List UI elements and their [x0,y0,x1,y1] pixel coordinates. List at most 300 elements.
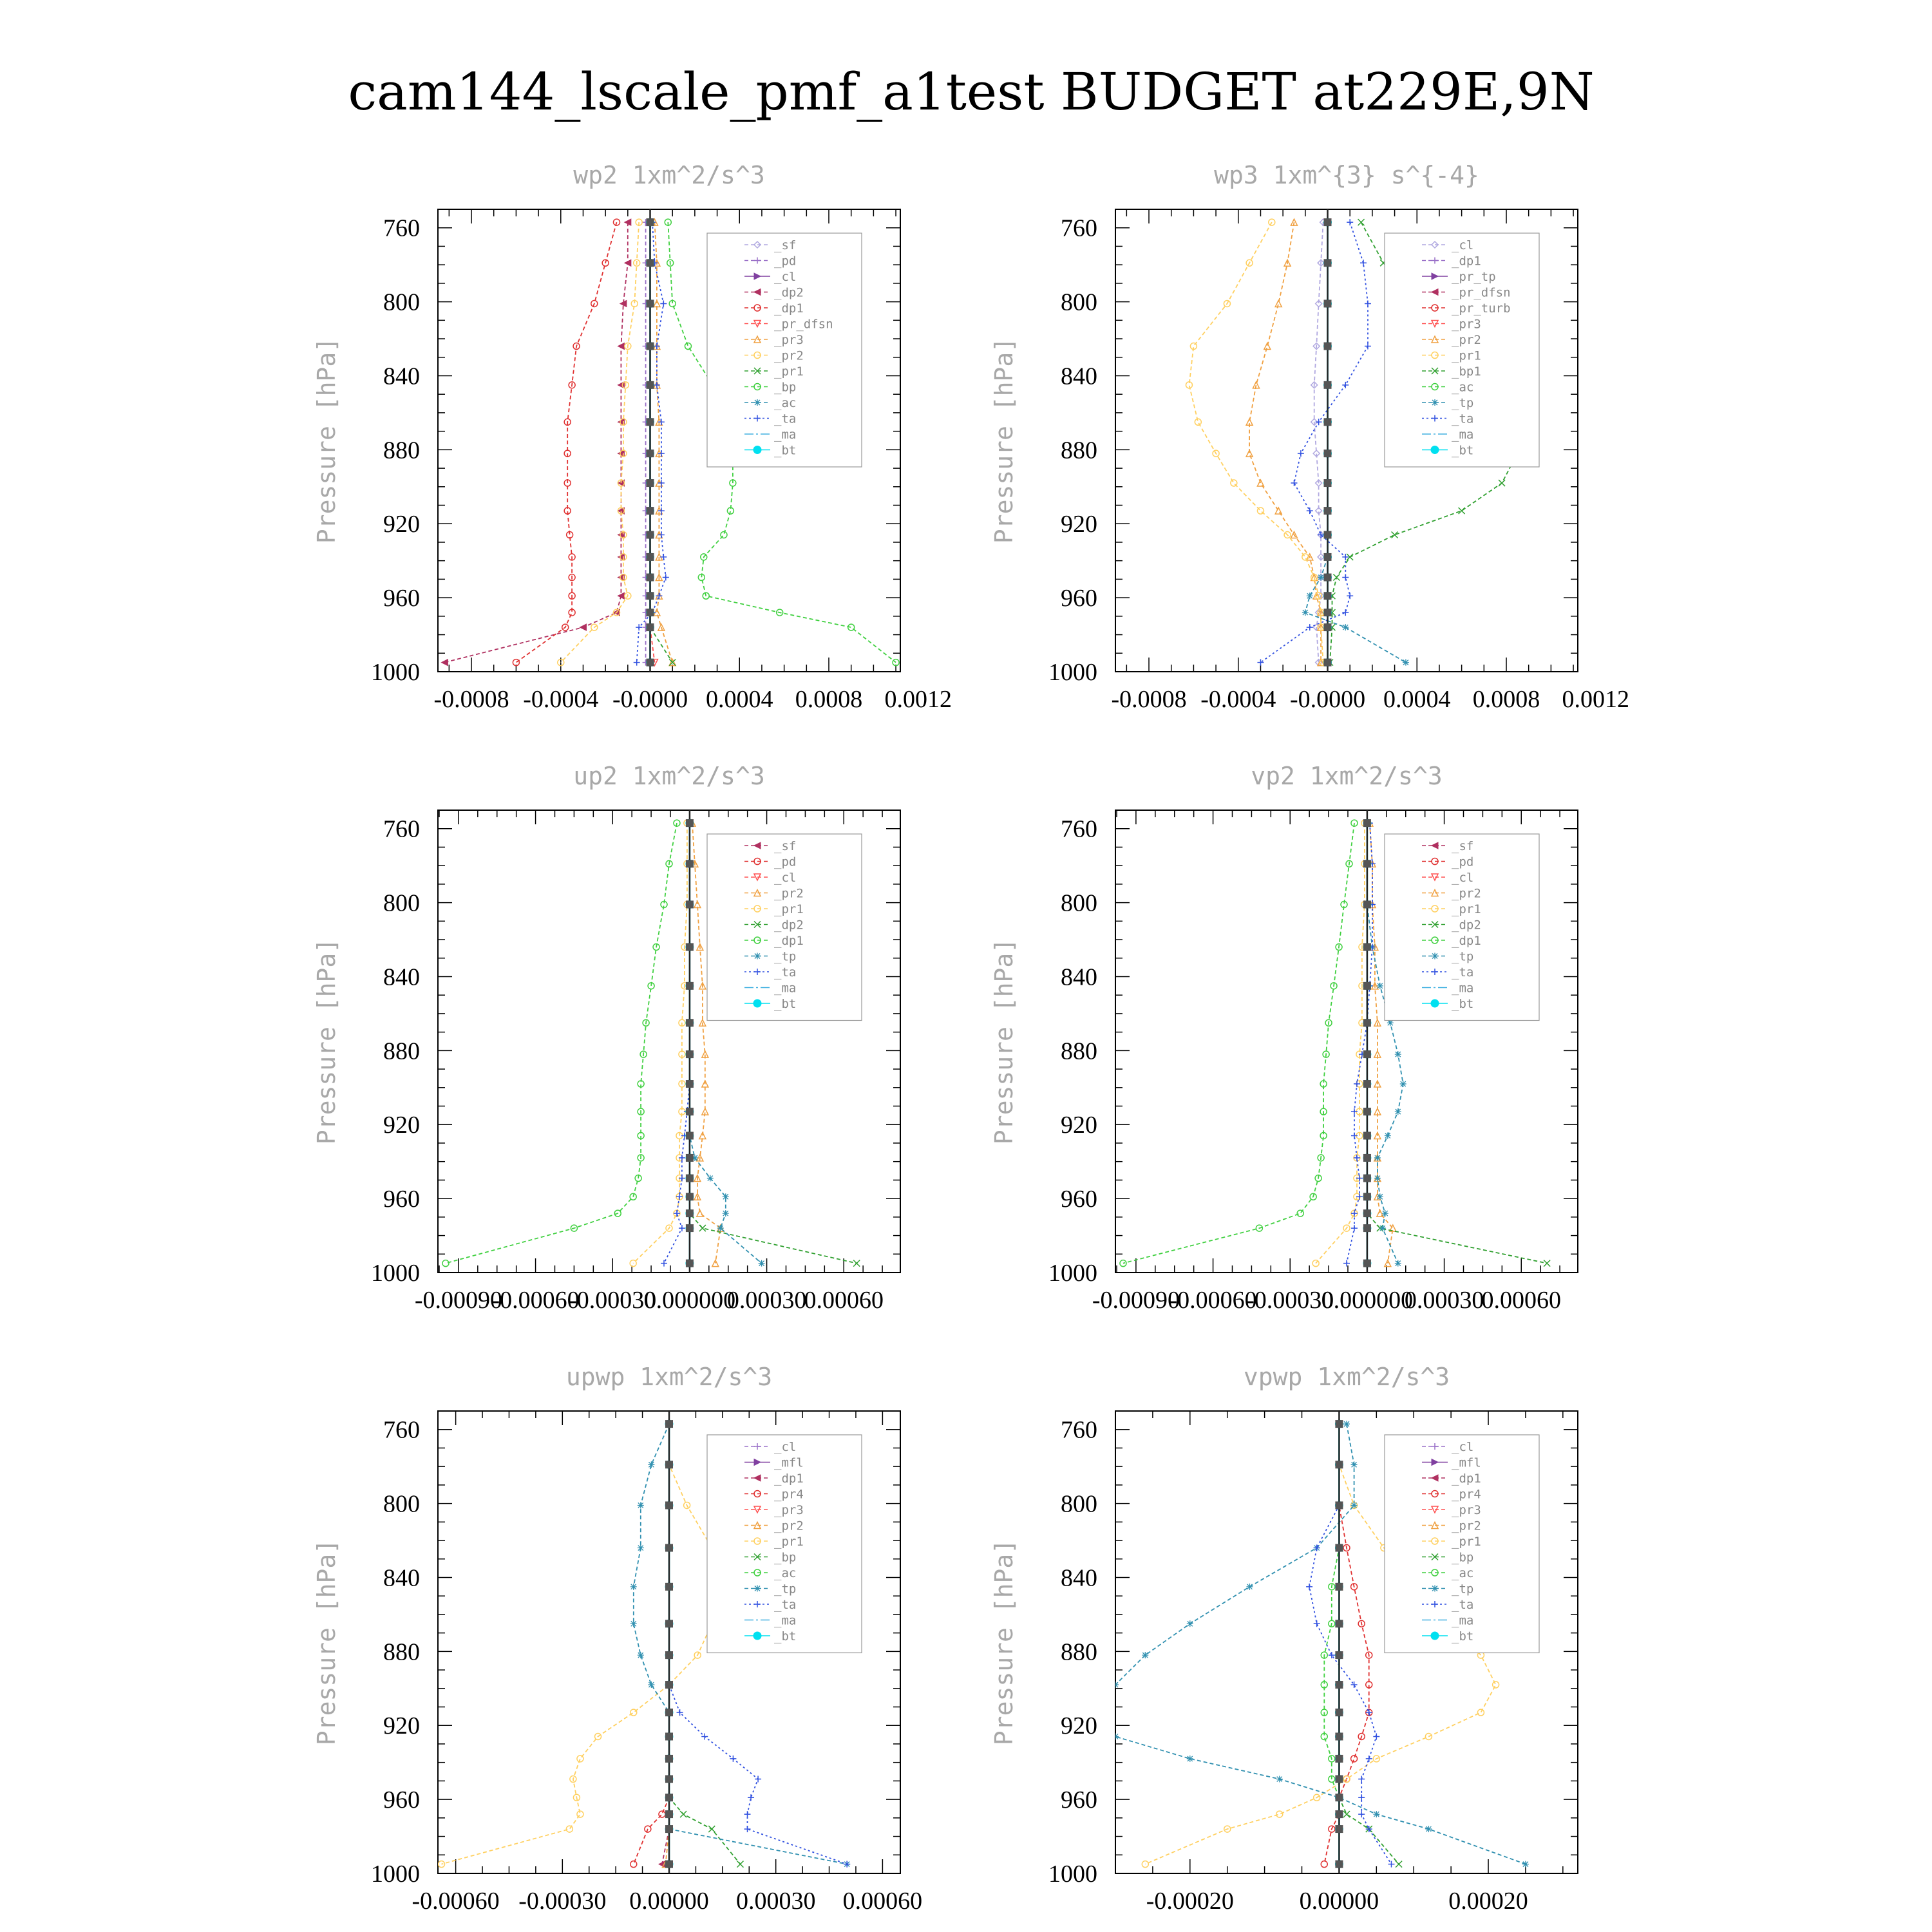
x-tick-label: 0.00020 [1448,1888,1528,1915]
panel-title: upwp 1xm^2/s^3 [565,1363,773,1391]
zero-marker [686,1209,694,1217]
zero-marker [647,553,654,561]
legend [1385,233,1539,467]
zero-marker [665,1776,673,1783]
x-tick-label: 0.00060 [804,1287,884,1314]
legend [707,233,862,467]
figure-title: cam144_lscale_pmf_a1test BUDGET at229E,9N [348,62,1595,122]
y-axis-label: Pressure [hPa] [312,938,341,1145]
y-tick-label: 1000 [371,1861,420,1888]
legend-label: _dp2 [774,285,804,300]
legend-label: _bp [774,380,797,395]
legend [707,1435,862,1653]
zero-marker [665,1620,673,1627]
zero-marker [1324,659,1332,667]
zero-marker [1335,1810,1343,1818]
zero-marker [647,479,654,487]
legend-label: _ac [774,396,797,410]
legend-label: _pr2 [1452,333,1481,347]
x-tick-label: -0.00060 [412,1888,500,1915]
data-point [1395,1051,1401,1057]
zero-marker [1324,609,1332,616]
legend-label: _pr3 [1452,1503,1481,1517]
legend-label: _bt [774,1629,797,1643]
y-tick-label: 880 [383,1037,420,1065]
zero-marker [665,1861,673,1868]
legend-label: _sf [1452,839,1474,853]
zero-marker [1324,479,1332,487]
y-tick-label: 880 [1061,1037,1097,1065]
legend-label: _ma [774,981,797,996]
zero-marker [647,507,654,515]
zero-marker [1324,623,1332,631]
zero-marker [647,531,654,538]
zero-marker [647,609,654,616]
y-tick-label: 760 [1061,815,1097,843]
x-tick-label: 0.0012 [1562,686,1629,713]
zero-marker [1335,1501,1343,1509]
legend-label: _pd [774,254,797,269]
panel-title: up2 1xm^2/s^3 [573,762,765,790]
zero-marker [665,1651,673,1659]
y-tick-label: 760 [383,1416,420,1444]
y-tick-label: 960 [383,1186,420,1213]
y-tick-label: 960 [383,1786,420,1814]
data-point [1351,1461,1358,1468]
legend-label: _cl [774,871,797,885]
y-tick-label: 1000 [371,659,420,686]
panel-title: wp2 1xm^2/s^3 [573,161,765,189]
legend-marker [1432,953,1438,960]
legend-label: _pd [1452,855,1474,869]
legend-label: _pr4 [774,1487,804,1502]
x-tick-label: 0.00060 [842,1888,923,1915]
x-tick-label: -0.0008 [1111,686,1187,713]
zero-marker [665,1732,673,1740]
data-point [630,1584,637,1590]
zero-marker [686,1154,694,1162]
y-tick-label: 840 [383,1564,420,1592]
data-point [1302,609,1309,616]
legend-label: _pr_turb [1452,301,1511,316]
data-point [1276,1776,1283,1783]
x-tick-label: 0.0008 [795,686,863,713]
y-tick-label: 920 [383,1712,420,1740]
zero-marker [1324,418,1332,426]
y-tick-label: 960 [1061,1786,1097,1814]
zero-marker [647,218,654,226]
zero-marker [1324,259,1332,267]
legend-label: _cl [1452,1440,1474,1454]
data-point [1425,1826,1432,1832]
zero-marker [1335,1755,1343,1763]
legend-label: _bt [774,997,797,1011]
legend-label: _bt [774,443,797,458]
x-tick-label: 0.00060 [1481,1287,1561,1314]
legend-marker [753,1632,761,1640]
zero-marker [686,900,694,908]
legend-label: _ta [1452,412,1474,426]
y-tick-label: 800 [383,289,420,316]
y-tick-label: 800 [383,1490,420,1518]
zero-marker [1363,1050,1371,1058]
legend-label: _dp1 [774,301,804,316]
data-point [1374,1155,1381,1161]
zero-marker [1363,1209,1371,1217]
legend-label: _pr1 [1452,348,1481,363]
x-tick-label: 0.00030 [735,1888,816,1915]
legend-label: _dp1 [1452,254,1481,269]
legend-label: _pr2 [774,1519,804,1533]
legend-label: _ta [774,965,797,980]
zero-marker [665,1755,673,1763]
legend-label: _tp [774,1582,797,1596]
y-tick-label: 800 [1061,289,1097,316]
legend-label: _tp [1452,1582,1474,1596]
y-axis-label: Pressure [hPa] [312,1539,341,1746]
y-tick-label: 840 [383,963,420,991]
x-tick-label: -0.00060 [491,1287,580,1314]
x-tick-label: 0.00000 [629,1888,709,1915]
legend-label: _dp1 [774,934,804,948]
zero-marker [1324,553,1332,561]
zero-marker [686,1132,694,1139]
x-tick-label: 0.0008 [1472,686,1540,713]
x-tick-label: -0.00020 [1146,1888,1234,1915]
x-tick-label: 0.00030 [726,1287,807,1314]
data-point [648,1681,654,1688]
data-point [1377,983,1383,989]
legend-label: _mfl [1452,1455,1481,1470]
data-point [1385,1132,1391,1139]
legend-label: _ta [1452,1598,1474,1612]
legend-label: _sf [774,839,797,853]
x-tick-label: -0.00030 [1246,1287,1334,1314]
legend-label: _pr_dfsn [774,317,833,332]
legend-label: _pr2 [1452,886,1481,901]
legend-label: _dp1 [774,1472,804,1486]
x-tick-label: 0.000000 [1321,1287,1414,1314]
legend-marker [753,446,761,454]
zero-marker [1335,1583,1343,1591]
zero-marker [1324,531,1332,538]
zero-marker [1363,900,1371,908]
y-tick-label: 920 [383,1112,420,1139]
legend-label: _bt [1452,997,1474,1011]
panel-title: wp3 1xm^{3} s^{-4} [1214,161,1479,189]
legend-label: _cl [1452,238,1474,252]
legend-label: _ma [1452,428,1474,442]
legend-label: _bt [1452,443,1474,458]
zero-marker [1335,1461,1343,1468]
zero-marker [1324,218,1332,226]
zero-marker [665,1794,673,1801]
legend-label: _ac [1452,1566,1474,1580]
zero-marker [686,1224,694,1232]
legend-label: _pr3 [1452,317,1481,332]
y-axis-label: Pressure [hPa] [312,337,341,544]
zero-marker [1335,1776,1343,1783]
y-tick-label: 880 [1061,1638,1097,1666]
legend-label: _bp1 [1452,365,1481,379]
data-point [1522,1861,1529,1868]
zero-marker [647,659,654,667]
x-tick-label: -0.0004 [1200,686,1276,713]
x-tick-label: 0.0012 [884,686,952,713]
panel-title: vp2 1xm^2/s^3 [1251,762,1443,790]
zero-marker [1335,1620,1343,1627]
data-point [1374,1175,1381,1182]
zero-marker [665,1501,673,1509]
y-tick-label: 960 [1061,1186,1097,1213]
y-tick-label: 920 [1061,1112,1097,1139]
y-tick-label: 920 [383,511,420,538]
zero-marker [1335,1544,1343,1552]
y-tick-label: 760 [383,214,420,242]
legend-label: _cl [774,270,797,284]
zero-marker [686,1260,694,1267]
data-point [1403,659,1409,666]
y-tick-label: 760 [383,815,420,843]
zero-marker [1335,1681,1343,1689]
zero-marker [647,450,654,457]
zero-marker [1324,574,1332,582]
zero-marker [647,418,654,426]
zero-marker [647,574,654,582]
zero-marker [686,1108,694,1115]
legend-label: _pr1 [774,902,804,916]
zero-marker [686,982,694,990]
legend-label: _ta [1452,965,1474,980]
legend-marker [1431,446,1439,454]
zero-marker [647,381,654,389]
data-point [1395,1260,1401,1267]
zero-marker [665,1810,673,1818]
data-point [707,1175,714,1182]
zero-marker [1335,1651,1343,1659]
legend-label: _pr3 [774,333,804,347]
legend-label: _ma [774,1613,797,1628]
y-tick-label: 840 [1061,1564,1097,1592]
y-tick-label: 800 [1061,889,1097,917]
zero-marker [665,1420,673,1428]
data-point [1246,1584,1253,1590]
x-tick-label: -0.0000 [612,686,688,713]
legend-label: _dp2 [774,918,804,933]
zero-marker [686,860,694,867]
y-tick-label: 880 [1061,437,1097,464]
legend-label: _ta [774,1598,797,1612]
zero-marker [1335,1825,1343,1833]
x-tick-label: -0.00090 [1092,1287,1180,1314]
y-tick-label: 880 [383,1638,420,1666]
data-point [723,1210,729,1217]
legend [1385,834,1539,1021]
data-point [1342,624,1349,630]
data-point [1142,1652,1148,1658]
legend-marker [1432,399,1438,406]
x-tick-label: 0.0004 [1383,686,1451,713]
data-point [1351,1502,1358,1508]
x-tick-label: -0.0004 [523,686,599,713]
legend-label: _mfl [774,1455,804,1470]
y-tick-label: 1000 [371,1260,420,1287]
data-point [1343,1421,1350,1427]
legend-label: _pr4 [1452,1487,1481,1502]
zero-marker [1363,1175,1371,1182]
legend-marker [1432,1586,1438,1592]
data-point [1318,574,1324,581]
legend-label: _tp [1452,949,1474,964]
legend-label: _bt [1452,1629,1474,1643]
x-tick-label: -0.0000 [1289,686,1366,713]
data-point [1377,1193,1383,1200]
zero-marker [1335,1420,1343,1428]
zero-marker [1363,819,1371,827]
data-point [630,1620,637,1627]
legend-marker [754,399,761,406]
x-tick-label: 0.000000 [643,1287,736,1314]
zero-marker [647,592,654,600]
zero-marker [1324,299,1332,307]
zero-marker [1324,381,1332,389]
zero-marker [1363,1224,1371,1232]
zero-marker [665,1825,673,1833]
zero-marker [1363,1108,1371,1115]
zero-marker [665,1681,673,1689]
data-point [1400,1081,1406,1087]
data-point [1395,1108,1401,1115]
y-axis-label: Pressure [hPa] [990,1539,1018,1746]
data-point [1379,1225,1386,1231]
legend-marker [1431,999,1439,1007]
zero-marker [665,1544,673,1552]
zero-marker [647,623,654,631]
y-tick-label: 1000 [1048,1861,1097,1888]
data-point [638,1502,644,1508]
y-tick-label: 760 [1061,1416,1097,1444]
y-tick-label: 920 [1061,511,1097,538]
legend-label: _sf [774,238,797,252]
zero-marker [647,343,654,350]
y-tick-label: 1000 [1048,1260,1097,1287]
y-tick-label: 920 [1061,1712,1097,1740]
data-point [723,1193,729,1200]
panel-title: vpwp 1xm^2/s^3 [1243,1363,1450,1391]
zero-marker [686,1019,694,1027]
data-point [1373,1811,1379,1817]
zero-marker [1324,343,1332,350]
data-point [1307,592,1313,599]
zero-marker [665,1583,673,1591]
legend-label: _pr_tp [1452,270,1496,284]
legend-label: _pr1 [774,1535,804,1549]
legend-label: _ma [1452,981,1474,996]
zero-marker [1335,1709,1343,1716]
legend-label: _tp [774,949,797,964]
zero-marker [1363,1019,1371,1027]
legend-label: _cl [774,1440,797,1454]
zero-marker [1335,1732,1343,1740]
data-point [638,1545,644,1551]
legend-label: _tp [1452,396,1474,410]
zero-marker [1363,1132,1371,1139]
zero-marker [647,259,654,267]
x-tick-label: 0.0004 [706,686,773,713]
legend-label: _dp1 [1452,1472,1481,1486]
data-point [1187,1620,1193,1627]
legend-label: _pr1 [1452,1535,1481,1549]
legend-marker [754,953,761,960]
y-tick-label: 800 [1061,1490,1097,1518]
legend-label: _bp [774,1550,797,1565]
zero-marker [1363,1080,1371,1088]
zero-marker [1363,982,1371,990]
zero-marker [686,1080,694,1088]
legend-label: _ma [774,428,797,442]
zero-marker [686,943,694,951]
y-tick-label: 800 [383,889,420,917]
zero-marker [665,1709,673,1716]
zero-marker [1363,1193,1371,1200]
y-axis-label: Pressure [hPa] [990,938,1018,1145]
y-tick-label: 1000 [1048,659,1097,686]
x-tick-label: 0.00000 [1299,1888,1379,1915]
y-tick-label: 840 [1061,363,1097,390]
data-point [638,1652,644,1658]
legend-label: _dp1 [1452,934,1481,948]
zero-marker [1363,1260,1371,1267]
legend-label: _pr2 [774,348,804,363]
zero-marker [1335,1861,1343,1868]
y-tick-label: 960 [383,585,420,612]
zero-marker [686,819,694,827]
data-point [1187,1756,1193,1762]
legend-label: _pr_dfsn [1452,285,1511,300]
legend-marker [1431,1632,1439,1640]
legend-label: _ta [774,412,797,426]
legend-label: _ac [774,1566,797,1580]
zero-marker [1363,943,1371,951]
legend-label: _cl [1452,871,1474,885]
legend [707,834,862,1021]
legend-label: _pr2 [774,886,804,901]
data-point [1382,1210,1388,1217]
x-tick-label: -0.00090 [414,1287,502,1314]
y-tick-label: 960 [1061,585,1097,612]
legend-label: _ac [1452,380,1474,395]
legend-label: _dp2 [1452,918,1481,933]
data-point [648,1461,654,1468]
legend-label: _ma [1452,1613,1474,1628]
x-tick-label: -0.00060 [1169,1287,1257,1314]
legend-marker [753,999,761,1007]
legend-label: _pd [774,855,797,869]
zero-marker [1363,1154,1371,1162]
zero-marker [686,1175,694,1182]
y-tick-label: 760 [1061,214,1097,242]
y-tick-label: 840 [1061,963,1097,991]
y-axis-label: Pressure [hPa] [990,337,1018,544]
legend-label: _pr1 [1452,902,1481,916]
zero-marker [1324,592,1332,600]
data-point [717,1225,724,1231]
legend-label: _pr1 [774,365,804,379]
zero-marker [1324,450,1332,457]
zero-marker [647,299,654,307]
x-tick-label: -0.00030 [518,1888,607,1915]
zero-marker [686,1193,694,1200]
